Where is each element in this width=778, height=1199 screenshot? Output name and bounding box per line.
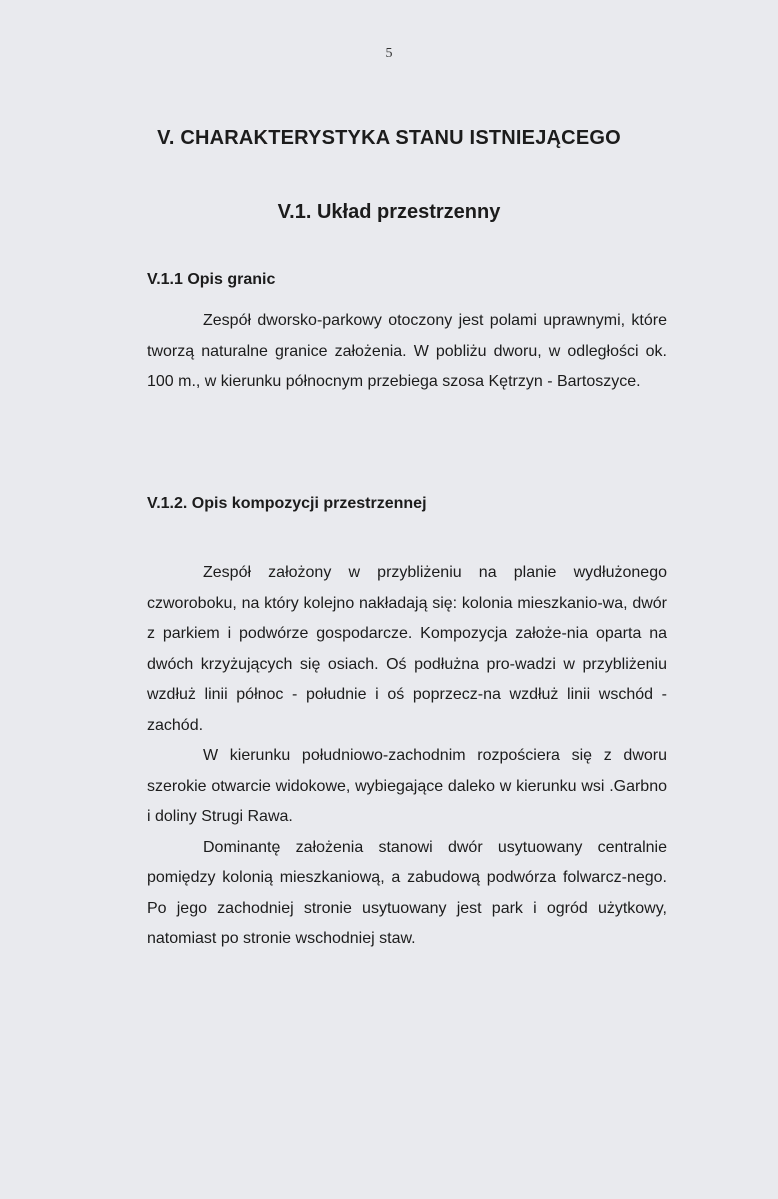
chapter-title: V. CHARAKTERYSTYKA STANU ISTNIEJĄCEGO (157, 127, 621, 149)
subsection-boundaries (147, 271, 667, 398)
subsection-heading: V.1.2. Opis kompozycji przestrzennej (147, 495, 427, 512)
subsection-body (147, 558, 667, 955)
paragraph: Dominantę założenia stanowi dwór usytuowany centralnie pomiędzy kolonią mieszkaniową, a zabudową podwórza folwarcz-nego. Po jego zachodniej stronie usytuowany jest park i ogród użytkowy, natomiast po stronie wschodniej staw. (147, 838, 667, 947)
paragraph: Zespół dworsko-parkowy otoczony jest polami uprawnymi, które tworzą naturalne granice założenia. W pobliżu dworu, w odległości ok. 100 m., w kierunku północnym przebiega szosa Kętrzyn - Bartoszyce. (147, 312, 667, 390)
paragraph: W kierunku południowo-zachodnim rozpościera się z dworu szerokie otwarcie widokowe, wybiegające daleko w kierunku wsi .Garbno i doliny Strugi Rawa. (147, 747, 667, 825)
subsection-composition (147, 495, 667, 955)
page-number: 5 (385, 46, 393, 61)
subsection-heading: V.1.1 Opis granic (147, 271, 276, 288)
paragraph: Zespół założony w przybliżeniu na planie wydłużonego czworoboku, na który kolejno nakładają się: kolonia mieszkanio-wa, dwór z parkiem i podwórze gospodarcze. Kompozycja założe-nia oparta na dwóch krzyżujących się osiach. Oś podłużna pro-wadzi w przybliżeniu wzdłuż linii północ - południe i oś poprzecz-na wzdłuż linii wschód - zachód. (147, 564, 667, 734)
section-title: V.1. Układ przestrzenny (277, 201, 501, 223)
